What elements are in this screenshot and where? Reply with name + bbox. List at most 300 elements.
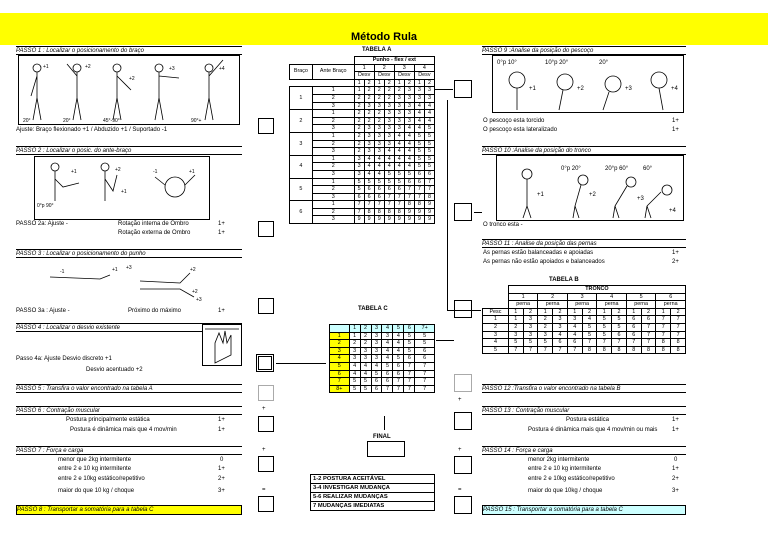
table-a-ante-cell: 2	[312, 140, 354, 148]
svg-text:+1: +1	[112, 267, 118, 273]
page-title: Método Rula	[0, 13, 768, 45]
table-a-desv-2: Desv	[374, 72, 394, 80]
table-a-cell: 2	[354, 110, 364, 118]
final-score-3: 5-6 REALIZAR MUDANÇAS	[310, 492, 435, 502]
table-b-cell: 6	[553, 339, 568, 347]
table-a-cell: 2	[354, 148, 364, 156]
table-a-cell: 5	[354, 178, 364, 186]
table-c-cell: 7	[404, 362, 415, 370]
table-c-cell: 7	[415, 385, 435, 393]
table-b-cell: 5	[582, 323, 597, 331]
table-a-cell: 7	[384, 201, 394, 209]
table-a-cell: 7	[414, 193, 424, 201]
table-a-cell: 8	[364, 208, 374, 216]
table-a-braco-5: 5	[290, 178, 313, 201]
step10-header: PASSO 10 :Analise da posição do tronco	[482, 146, 686, 155]
table-a-braco-6: 6	[290, 201, 313, 224]
table-a-cell: 3	[414, 87, 424, 95]
table-a-cell: 2	[364, 87, 374, 95]
table-b-tronco-header: TRONCO	[508, 286, 685, 294]
step2-score-box[interactable]	[258, 221, 274, 237]
step7-row-2: entre 2 e 10 kg intermitente	[58, 466, 132, 472]
table-a-cell: 6	[364, 193, 374, 201]
step7-row-2-val: 1+	[218, 466, 225, 472]
table-a-cell: 4	[384, 155, 394, 163]
table-b-col-3: 3	[567, 293, 597, 301]
table-b-cell: 5	[612, 323, 627, 331]
table-a-cell: 4	[364, 155, 374, 163]
table-a-cell: 6	[414, 170, 424, 178]
table-c-col-7: 7+	[415, 325, 435, 333]
table-a-cell: 4	[364, 163, 374, 171]
svg-text:+2: +2	[192, 289, 198, 295]
table-b-cell: 7	[553, 346, 568, 354]
step7-row-1: menor que 2kg intermitente	[58, 457, 132, 463]
table-a-cell: 6	[354, 193, 364, 201]
table-a-punho-3: 3	[394, 64, 414, 72]
table-a-cell: 3	[404, 87, 414, 95]
table-a-braco-1: 1	[290, 87, 313, 110]
table-c-cell: 7	[404, 370, 415, 378]
table-b-pesc-cell: 5	[483, 346, 509, 354]
step3-adjust-max: Próximo do máximo	[128, 308, 182, 314]
table-b-pesc-cell: 1	[483, 316, 509, 324]
table-b-sub-6: 2	[582, 308, 597, 316]
table-a-cell: 5	[384, 170, 394, 178]
table-c-cell: 7	[382, 385, 393, 393]
table-c-cell: 7	[404, 378, 415, 386]
table-a-cell: 7	[354, 201, 364, 209]
table-a-ante-cell: 2	[312, 186, 354, 194]
table-b-col-1: 1	[508, 293, 538, 301]
table-b-row	[483, 346, 686, 354]
table-c-cell: 4	[382, 347, 393, 355]
arm-angle-2: 20°	[63, 118, 71, 124]
step6-static-val: 1+	[218, 417, 225, 423]
table-c-cell: 4	[349, 362, 360, 370]
table-b-perna-4: perna	[597, 301, 627, 309]
table-b-cell: 8	[641, 346, 656, 354]
table-b-cell: 7	[612, 339, 627, 347]
table-c-cell: 4	[360, 370, 371, 378]
svg-text:+2: +2	[115, 167, 121, 173]
table-b-title: TABELA B	[549, 277, 579, 283]
table-a-cell: 9	[354, 216, 364, 224]
step15-score-box[interactable]	[454, 496, 472, 514]
table-c-row-header: 5	[330, 362, 350, 370]
table-b-cell: 7	[582, 339, 597, 347]
table-b	[482, 285, 686, 354]
table-c-cell: 2	[360, 340, 371, 348]
table-c-row	[330, 355, 435, 363]
table-b-perna-2: perna	[538, 301, 568, 309]
neck-score-3: +3	[625, 86, 632, 92]
table-a-cell: 4	[414, 125, 424, 133]
table-a-cell: 3	[364, 102, 374, 110]
step3-header: PASSO 3 : Localizar o posicionamento do punho	[16, 249, 242, 258]
table-a-ante-cell: 2	[312, 163, 354, 171]
table-a-row	[290, 132, 435, 140]
table-c-cell: 4	[393, 347, 404, 355]
table-c-cell: 7	[393, 378, 404, 386]
step15-header: PASSO 15 : Transportar a somatória para a tabela C	[482, 505, 686, 515]
step9-lateral-val: 1+	[672, 127, 679, 133]
table-c	[329, 324, 435, 393]
table-b-cell: 7	[523, 346, 538, 354]
table-b-cell: 7	[597, 339, 612, 347]
table-c-cell: 5	[360, 385, 371, 393]
table-a-cell: 6	[394, 186, 404, 194]
table-b-cell: 7	[641, 323, 656, 331]
table-b-cell: 8	[656, 339, 671, 347]
table-a-cell: 3	[364, 132, 374, 140]
table-b-col-5: 5	[626, 293, 656, 301]
table-a-cell: 3	[384, 125, 394, 133]
step14-row-4: maior do que 10kg / choque	[528, 488, 603, 494]
step4-adjust-1: Passo 4a: Ajuste Desvio discreto +1	[16, 356, 112, 362]
table-b-row	[483, 339, 686, 347]
step13-static: Postura estática	[566, 417, 610, 423]
table-a-sub-5: 1	[394, 79, 404, 87]
table-a-cell: 3	[404, 117, 414, 125]
table-a-cell: 4	[424, 110, 434, 118]
table-a-cell: 6	[424, 170, 434, 178]
table-a-cell: 2	[384, 94, 394, 102]
table-a-cell: 2	[354, 102, 364, 110]
table-b-cell: 8	[656, 346, 671, 354]
table-b-sub-10: 2	[641, 308, 656, 316]
step11-balanced: As pernas estão balanceadas e apoiadas	[483, 250, 594, 256]
table-a-cell: 8	[374, 208, 384, 216]
table-c-cell: 6	[393, 370, 404, 378]
step14-equals: =	[458, 487, 462, 493]
table-c-cell: 3	[371, 355, 382, 363]
table-a-cell: 2	[374, 110, 384, 118]
step11-header: PASSO 11 : Analise da posição das pernas	[482, 239, 686, 248]
forearm-figure	[34, 156, 210, 220]
table-c-cell: 5	[393, 355, 404, 363]
table-b-row	[483, 323, 686, 331]
step12-score-box[interactable]	[454, 374, 472, 392]
step2-adjust-int-val: 1+	[218, 221, 225, 227]
table-a-ante-header: Ante Braço	[312, 64, 354, 79]
step13-dynamic-val: 1+	[672, 427, 679, 433]
table-c-cell: 6	[415, 347, 435, 355]
table-b-sub-1: 1	[508, 308, 523, 316]
table-a-row	[290, 87, 435, 95]
step11-balanced-val: 1+	[672, 250, 679, 256]
table-a-punho-4: 4	[414, 64, 434, 72]
table-c-cell: 4	[393, 332, 404, 340]
table-b-cell: 6	[641, 316, 656, 324]
table-b-sub-12: 2	[671, 308, 686, 316]
table-b-cell: 3	[523, 316, 538, 324]
table-c-cell: 5	[415, 332, 435, 340]
table-b-cell: 7	[671, 323, 686, 331]
table-c-row	[330, 370, 435, 378]
step14-plus: +	[458, 447, 462, 453]
table-b-cell: 3	[567, 316, 582, 324]
table-b-cell: 2	[538, 316, 553, 324]
arm-label-2: +2	[85, 64, 91, 70]
step14-row-3-val: 2+	[672, 476, 679, 482]
table-a-ante-cell: 3	[312, 125, 354, 133]
table-a-cell: 2	[394, 87, 404, 95]
table-b-sub-7: 1	[597, 308, 612, 316]
table-c-cell: 5	[349, 385, 360, 393]
table-b-cell: 7	[656, 323, 671, 331]
table-a-cell: 2	[364, 110, 374, 118]
table-a-cell: 2	[364, 94, 374, 102]
table-a-cell: 3	[384, 110, 394, 118]
neck-score-4: +4	[671, 86, 678, 92]
arm-label-3: +2	[129, 76, 135, 82]
table-b-sub-3: 1	[538, 308, 553, 316]
final-score-1: 1-2 POSTURA ACEITÁVEL	[310, 474, 435, 484]
step10-score-box[interactable]	[454, 203, 472, 221]
table-a-cell: 5	[394, 178, 404, 186]
svg-text:+1: +1	[189, 169, 195, 175]
table-b-perna-1: perna	[508, 301, 538, 309]
table-a-cell: 5	[424, 125, 434, 133]
step13-dynamic: Postura é dinâmica mais que 4 mov/min ou mais	[528, 427, 658, 433]
table-a-ante-cell: 1	[312, 132, 354, 140]
table-a-cell: 2	[354, 94, 364, 102]
table-a-cell: 3	[364, 140, 374, 148]
step13-score-box[interactable]	[454, 412, 472, 430]
table-a-cell: 9	[374, 216, 384, 224]
table-a-cell: 7	[384, 193, 394, 201]
table-a-cell: 9	[414, 216, 424, 224]
table-b-cell: 7	[656, 331, 671, 339]
table-a-cell: 9	[424, 216, 434, 224]
table-a-sub-2: 2	[364, 79, 374, 87]
table-c-cell: 3	[349, 347, 360, 355]
table-a-cell: 3	[364, 148, 374, 156]
table-c-cell: 7	[415, 362, 435, 370]
table-c-col-2: 2	[360, 325, 371, 333]
table-a-cell: 3	[414, 94, 424, 102]
table-a-cell: 7	[404, 193, 414, 201]
table-b-col-6: 6	[656, 293, 686, 301]
table-a-cell: 1	[354, 87, 364, 95]
step6-plus: +	[262, 406, 266, 412]
table-c-row	[330, 347, 435, 355]
table-a-cell: 7	[394, 193, 404, 201]
table-b-cell: 2	[508, 323, 523, 331]
table-a-cell: 8	[394, 208, 404, 216]
table-a-cell: 5	[414, 155, 424, 163]
table-b-pesc-cell: 3	[483, 331, 509, 339]
table-a-cell: 8	[414, 201, 424, 209]
table-a-title: TABELA A	[362, 47, 392, 53]
table-c-cell: 5	[360, 378, 371, 386]
table-c-cell: 4	[382, 355, 393, 363]
table-a-braco-3: 3	[290, 132, 313, 155]
table-c-cell: 5	[371, 370, 382, 378]
step7-plus: +	[262, 447, 266, 453]
table-a-result-box[interactable]	[454, 80, 472, 98]
table-b-cell: 5	[523, 339, 538, 347]
table-c-cell: 4	[349, 370, 360, 378]
table-a-cell: 4	[384, 148, 394, 156]
neck-label-1: 0°p 10°	[497, 60, 517, 66]
table-a-cell: 3	[404, 110, 414, 118]
table-c-row	[330, 340, 435, 348]
neck-score-1: +1	[529, 86, 536, 92]
table-b-sub-11: 1	[656, 308, 671, 316]
trunk-score-3: +3	[637, 196, 644, 202]
trunk-score-2: +2	[589, 192, 596, 198]
table-b-cell: 4	[567, 323, 582, 331]
step14-row-1-val: 0	[674, 457, 678, 463]
table-a-ante-cell: 1	[312, 178, 354, 186]
step9-lateral: O pescoço esta lateralizado	[483, 127, 558, 133]
table-a-cell: 3	[374, 148, 384, 156]
table-b-cell: 7	[671, 331, 686, 339]
step6-score-box[interactable]	[258, 416, 274, 432]
hand-deviation-figure	[202, 324, 242, 366]
table-a-cell: 3	[424, 94, 434, 102]
table-c-row-header: 1	[330, 332, 350, 340]
step11-unbalanced-val: 2+	[672, 259, 679, 265]
step9-twisted-val: 1+	[672, 118, 679, 124]
arm-label-5: +4	[219, 66, 225, 72]
table-a-braco-4: 4	[290, 155, 313, 178]
table-b-cell: 5	[597, 316, 612, 324]
table-c-cell: 7	[404, 385, 415, 393]
table-b-cell: 3	[523, 323, 538, 331]
svg-text:+3: +3	[196, 297, 202, 303]
table-a-cell: 5	[414, 163, 424, 171]
table-b-cell: 8	[582, 346, 597, 354]
table-a-cell: 3	[424, 87, 434, 95]
table-a-desv-4: Desv	[414, 72, 434, 80]
step3-adjust-label: PASSO 3a : Ajuste -	[16, 308, 70, 314]
table-a-cell: 5	[424, 155, 434, 163]
step1-score-box[interactable]	[258, 118, 274, 134]
arrow-neck-down	[447, 100, 448, 310]
table-a-cell: 9	[404, 216, 414, 224]
step14-score-box[interactable]	[454, 456, 472, 474]
table-b-cell: 6	[626, 323, 641, 331]
table-b-cell: 3	[538, 331, 553, 339]
table-a-cell: 5	[424, 163, 434, 171]
step1-adjust: Ajuste: Braço flexionado +1 / Abduzido +1 / Suportado -1	[16, 127, 168, 133]
table-a-cell: 6	[404, 178, 414, 186]
step2-adjust-int: Rotação interna de Ombro	[118, 221, 189, 227]
arrow-to-table-c-right	[436, 340, 454, 341]
table-a-cell: 7	[424, 186, 434, 194]
table-a-row	[290, 110, 435, 118]
table-a-cell: 6	[374, 186, 384, 194]
step8-score-box[interactable]	[258, 496, 274, 512]
table-a-cell: 4	[414, 117, 424, 125]
table-a-cell: 5	[414, 132, 424, 140]
table-a-cell: 3	[374, 132, 384, 140]
table-a-sub-1: 1	[354, 79, 364, 87]
step7-row-3-val: 2+	[218, 476, 225, 482]
table-c-col-5: 5	[393, 325, 404, 333]
table-b-cell: 7	[538, 346, 553, 354]
table-a-cell: 5	[404, 170, 414, 178]
table-a-ante-cell: 3	[312, 216, 354, 224]
table-c-row-header: 3	[330, 347, 350, 355]
table-b-cell: 8	[671, 339, 686, 347]
table-c-cell: 3	[360, 355, 371, 363]
table-a-cell: 7	[404, 186, 414, 194]
step4-score-box[interactable]	[256, 354, 274, 372]
table-c-cell: 7	[393, 385, 404, 393]
table-c-cell: 3	[360, 347, 371, 355]
table-a-cell: 9	[404, 208, 414, 216]
table-a-cell: 2	[384, 87, 394, 95]
table-c-cell: 6	[382, 378, 393, 386]
table-a-cell: 3	[384, 140, 394, 148]
table-b-cell: 4	[582, 316, 597, 324]
step3-score-box[interactable]	[258, 298, 274, 314]
svg-text:+1: +1	[121, 189, 127, 195]
step13-static-val: 1+	[672, 417, 679, 423]
svg-text:-1: -1	[60, 269, 65, 275]
step6-header: PASSO 6 : Contração muscular	[16, 406, 242, 415]
table-a-cell: 3	[394, 110, 404, 118]
step7-score-box[interactable]	[258, 456, 274, 472]
step5-score-box[interactable]	[258, 385, 274, 401]
final-score-box[interactable]	[367, 441, 405, 457]
table-a-sub-3: 1	[374, 79, 384, 87]
table-a-cell: 6	[374, 193, 384, 201]
table-b-perna-5: perna	[626, 301, 656, 309]
table-a-cell: 3	[384, 102, 394, 110]
table-a-cell: 2	[354, 125, 364, 133]
table-a-cell: 3	[374, 140, 384, 148]
step7-row-3: entre 2 e 10kg estático/repetitivo	[58, 476, 145, 482]
table-b-cell: 6	[567, 339, 582, 347]
table-c-corner	[330, 325, 350, 333]
table-a-cell: 7	[424, 178, 434, 186]
table-a-cell: 4	[394, 132, 404, 140]
table-a-braco-2: 2	[290, 110, 313, 133]
table-c-cell: 3	[382, 332, 393, 340]
step11-unbalanced: As pernas não estão apoiados e balanceados	[483, 259, 605, 265]
table-b-cell: 4	[567, 331, 582, 339]
table-a-cell: 3	[364, 125, 374, 133]
wrist-figure	[40, 259, 210, 303]
table-c-row	[330, 378, 435, 386]
svg-text:+3: +3	[126, 265, 132, 271]
table-b-cell: 5	[597, 331, 612, 339]
step14-row-1: menor 2kg intermitente	[528, 457, 590, 463]
table-c-cell: 3	[371, 340, 382, 348]
table-b-col-4: 4	[597, 293, 627, 301]
table-a-ante-cell: 2	[312, 208, 354, 216]
table-b-cell: 5	[508, 339, 523, 347]
table-a-ante-cell: 3	[312, 148, 354, 156]
step11-score-box[interactable]	[454, 300, 472, 318]
table-a-cell: 3	[394, 102, 404, 110]
table-b-cell: 7	[641, 339, 656, 347]
table-c-cell: 4	[360, 362, 371, 370]
table-a-cell: 2	[354, 132, 364, 140]
table-a-cell: 4	[374, 170, 384, 178]
table-b-cell: 5	[538, 339, 553, 347]
table-c-cell: 4	[393, 340, 404, 348]
table-c-cell: 6	[382, 370, 393, 378]
table-a-cell: 9	[424, 201, 434, 209]
table-a-cell: 5	[414, 140, 424, 148]
table-c-cell: 5	[404, 332, 415, 340]
